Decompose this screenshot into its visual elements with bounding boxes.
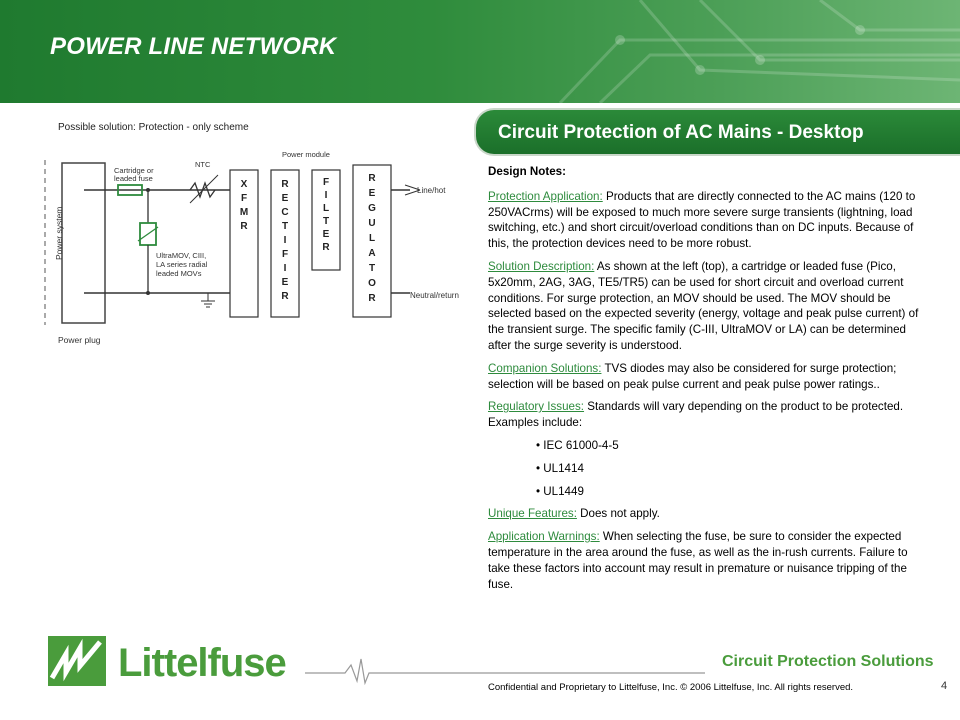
block-label-rectifier: R E C T I F I E R — [281, 179, 289, 302]
svg-text:Power module: Power module — [282, 150, 330, 159]
note-protection-application: Protection Application: Products that are directly connected to the AC mains (120 to 250VACrms) will be exposed to much more severe surge transients (lightning, load switching, etc.) and short circuit/overload conditions than on DC inputs. Because of this, the protection devices need to be more robust. — [488, 189, 916, 251]
design-notes — [488, 164, 928, 599]
page-title: POWER LINE NETWORK — [50, 33, 337, 60]
page-number: 4 — [941, 680, 948, 692]
section-title: Circuit Protection of AC Mains - Desktop — [474, 108, 960, 156]
note-unique-features: Unique Features: Does not apply. — [488, 507, 660, 521]
header-banner — [0, 0, 960, 103]
notes-heading: Design Notes: — [488, 165, 566, 178]
note-regulatory-issues: Regulatory Issues: Standards will vary depending on the product to be protected. Examples include: — [488, 400, 904, 430]
svg-text:Line/hot: Line/hot — [417, 186, 446, 195]
note-solution-description: Solution Description: As shown at the left (top), a cartridge or leaded fuse (Pico, 5x20mm, 2AG, 3AG, TE5/TR5) can be used for short circuit and overload current conditions. For surge protection, an MOV should be used. The MOV should be selected based on the expected severity (energy, voltage and peak pulse current) of the transient surge. The specific family (C-III, UltraMOV or LA) can be determined after the surge severity is understood. — [488, 259, 919, 352]
svg-text:LA series radial: LA series radial — [156, 260, 208, 269]
brand-slogan: Circuit Protection Solutions — [722, 653, 934, 670]
svg-text:UltraMOV, CIII,: UltraMOV, CIII, — [156, 251, 207, 260]
block-label-xfmr: X F M R — [239, 179, 249, 232]
svg-text:NTC: NTC — [195, 160, 211, 169]
note-companion-solutions: Companion Solutions: TVS diodes may also be considered for surge protection; selection will be based on peak pulse current and peak pulse power ratings.. — [488, 361, 897, 391]
power-system-label: Power system — [54, 206, 64, 260]
power-system-box — [62, 163, 105, 323]
circuit-diagram — [40, 115, 470, 355]
svg-text:leaded MOVs: leaded MOVs — [156, 269, 202, 278]
waveform-decoration — [305, 655, 705, 685]
svg-text:Neutral/return: Neutral/return — [410, 291, 459, 300]
svg-text:leaded fuse: leaded fuse — [114, 174, 153, 183]
diagram-heading: Possible solution: Protection - only scheme — [58, 122, 249, 133]
bullet-ul1414: • UL1414 — [536, 461, 584, 475]
littelfuse-logo-icon — [48, 636, 112, 692]
footer-text: Confidential and Proprietary to Littelfuse, Inc. © 2006 Littelfuse, Inc. All rights reserved. — [488, 682, 854, 693]
bullet-iec: • IEC 61000-4-5 — [536, 438, 619, 452]
bullet-ul1449: • UL1449 — [536, 484, 584, 498]
svg-text:Cartridge or: Cartridge or — [114, 166, 154, 175]
block-label-regulator: R E G U L A T O R — [368, 173, 376, 304]
power-plug-label: Power plug — [58, 335, 101, 345]
note-application-warnings: Application Warnings: When selecting the fuse, be sure to consider the expected temperature in the area around the fuse, as well as the in-rush currents. Failure to take these factors into account may result in premature or nuisance tripping of the fuse. — [488, 530, 908, 591]
brand-name: Littelfuse — [118, 641, 286, 685]
block-label-filter: F I L T E R — [322, 177, 330, 253]
